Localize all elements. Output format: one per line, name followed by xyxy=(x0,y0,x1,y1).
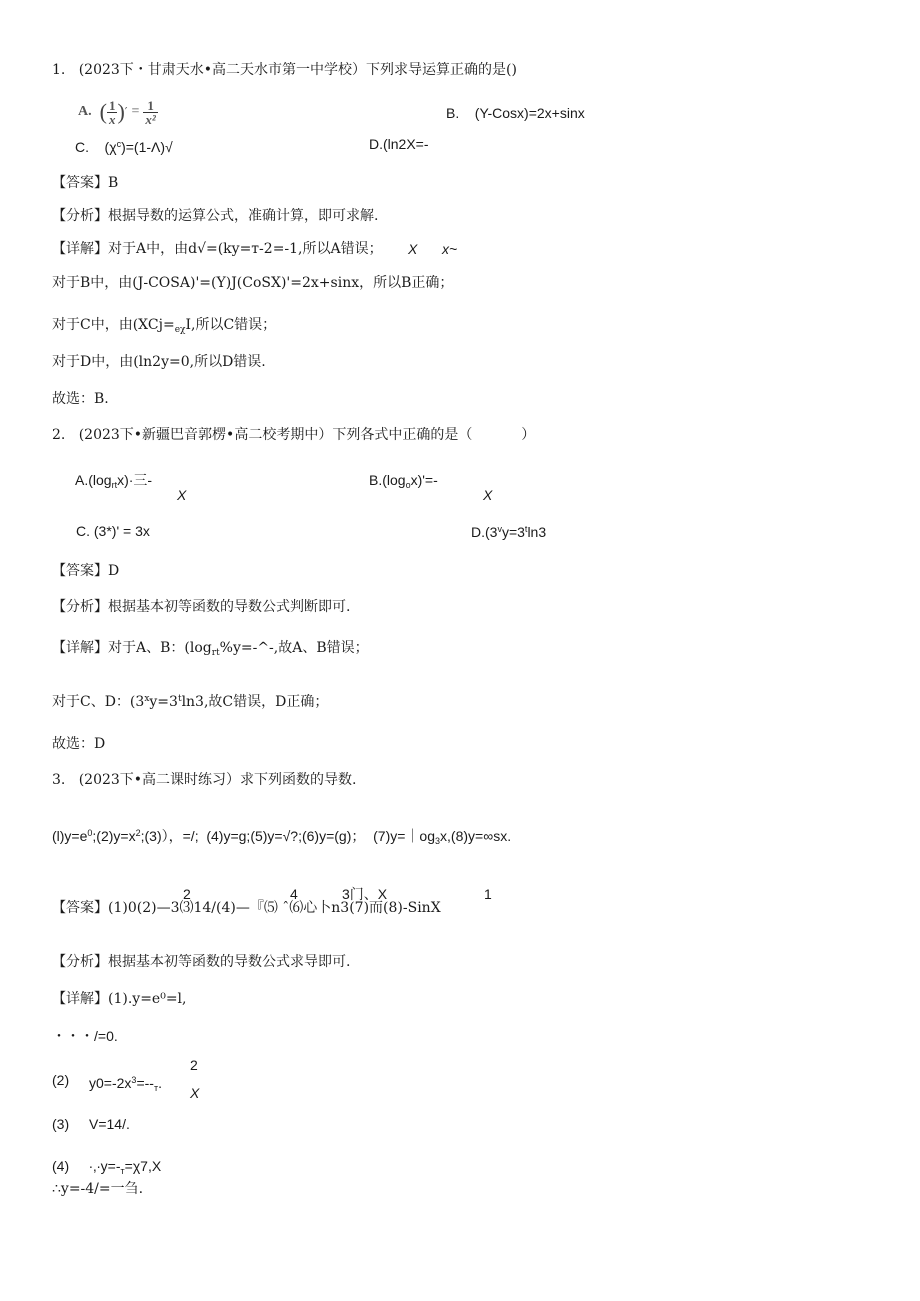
q1-option-a-prime: ′ xyxy=(124,105,128,119)
q1-option-a-equals: = xyxy=(131,104,140,119)
q2-analysis: 【分析】根据基本初等函数的导数公式判断即可. xyxy=(52,599,351,615)
q3-step-4-label: (4) xyxy=(52,1158,70,1174)
q2-detail-1: 【详解】对于A、B：($\log_{rt}\%y=-\^{}-$,故A、B错误； xyxy=(52,640,369,658)
q3-detail-2: ・・・/=0. xyxy=(52,1028,118,1044)
q3-answer-top-4: 1 xyxy=(484,886,492,902)
q3-answer-top-2: 4 xyxy=(290,886,298,902)
q1-detail-3: 对于C中，由($XCj=_{e\chi}I$,所以C错误； xyxy=(52,317,277,335)
q1-option-a-fraction: $\frac{1}{x}$ xyxy=(108,97,116,127)
q2-option-b: $B.(\log_ox)'=-$ xyxy=(369,472,438,490)
q1-choose: 故选：B. xyxy=(52,391,109,407)
q2-detail-2: 对于C、D：($3^xy=3^t\ln 3$,故C错误，D正确； xyxy=(52,694,329,710)
q3-answer-top-1: 2 xyxy=(183,886,191,902)
q1-detail-2: 对于B中，由(J-COSA)'=(Y)J(CoSX)'=2x+sinx，所以B正确； xyxy=(52,275,454,291)
q3-step-3: V=14/. xyxy=(89,1116,130,1132)
q1-option-a-label: A. xyxy=(78,104,92,119)
q3-step-4-line-2: ∴y=-4/=一刍. xyxy=(52,1181,144,1197)
q3-step-2: $y0=-2x^3=--_т$. xyxy=(89,1075,162,1093)
q1-detail-1-x: X xyxy=(408,241,418,257)
q2-option-b-x: X xyxy=(483,487,493,503)
q2-answer: 【答案】D xyxy=(52,563,120,579)
q3-step-2-frac-den: X xyxy=(190,1085,200,1101)
q1-stem: 1. (2023下・甘肃天水•高二天水市第一中学校）下列求导运算正确的是() xyxy=(52,62,517,78)
q1-detail-4: 对于D中，由(ln2y=0,所以D错误. xyxy=(52,354,266,370)
q3-answer-top-3: 3门、X xyxy=(342,886,388,902)
q3-analysis: 【分析】根据基本初等函数的导数公式求导即可. xyxy=(52,954,351,970)
q3-answer: 【答案】(1)0(2)—3⑶14/(4)—『⑸ ˆ⑹心卜n3(7)而(8)-SinX xyxy=(52,900,441,916)
q3-stem: 3. (2023下•高二课时练习）求下列函数的导数. xyxy=(52,772,357,788)
q1-option-b: B. (Y-Cosx)=2x+sinx xyxy=(446,105,585,121)
q2-option-a: $A.(\log_{rt}x)\cdot$三- xyxy=(75,472,153,490)
q2-option-d: $D.(3^vy=3^t\ln 3$ xyxy=(471,524,547,540)
q1-option-a-fraction-2: $\frac{1}{\text{x²}}$ xyxy=(145,97,156,127)
q1-option-a xyxy=(78,92,158,132)
q1-answer: 【答案】B xyxy=(52,175,119,191)
q2-stem: 2. (2023下•新疆巴音郭楞•高二校考期中）下列各式中正确的是（ ） xyxy=(52,427,536,443)
q1-option-c: C. $(\chi^c)=(1-\Lambda)√$ xyxy=(75,139,173,155)
q3-step-2-frac-num: 2 xyxy=(190,1057,198,1073)
q3-detail-1: 【详解】(1).y=e⁰=l, xyxy=(52,991,187,1007)
q2-choose: 故选：D xyxy=(52,736,106,752)
q1-option-d: D.(ln2X=- xyxy=(369,136,429,152)
q3-step-3-label: (3) xyxy=(52,1116,70,1132)
q1-option-a-paren-close: ) xyxy=(117,99,125,124)
q2-option-c: C. (3*)' = 3x xyxy=(76,523,150,539)
q3-step-2-label: (2) xyxy=(52,1072,70,1088)
q1-analysis: 【分析】根据导数的运算公式，准确计算，即可求解. xyxy=(52,208,379,224)
q2-option-a-x: X xyxy=(177,487,187,503)
q1-detail-1: 【详解】对于A中，由d√=(ky=т-2=-1,所以A错误； xyxy=(52,241,383,257)
q3-functions: $(l)y=e^0;(2)y=x^2;(3)$），=/; (4)y=g;(5)y=√?;(6)y=(g)； $(7)y=|og_3x,(8)y=\infty sx$. xyxy=(52,828,512,846)
q1-option-a-paren-open: ( xyxy=(99,99,107,124)
q1-detail-1-x2: x~ xyxy=(442,241,458,257)
q3-step-4: $\cdot,\cdot y=-_т=\chi 7,X$ xyxy=(89,1158,162,1176)
